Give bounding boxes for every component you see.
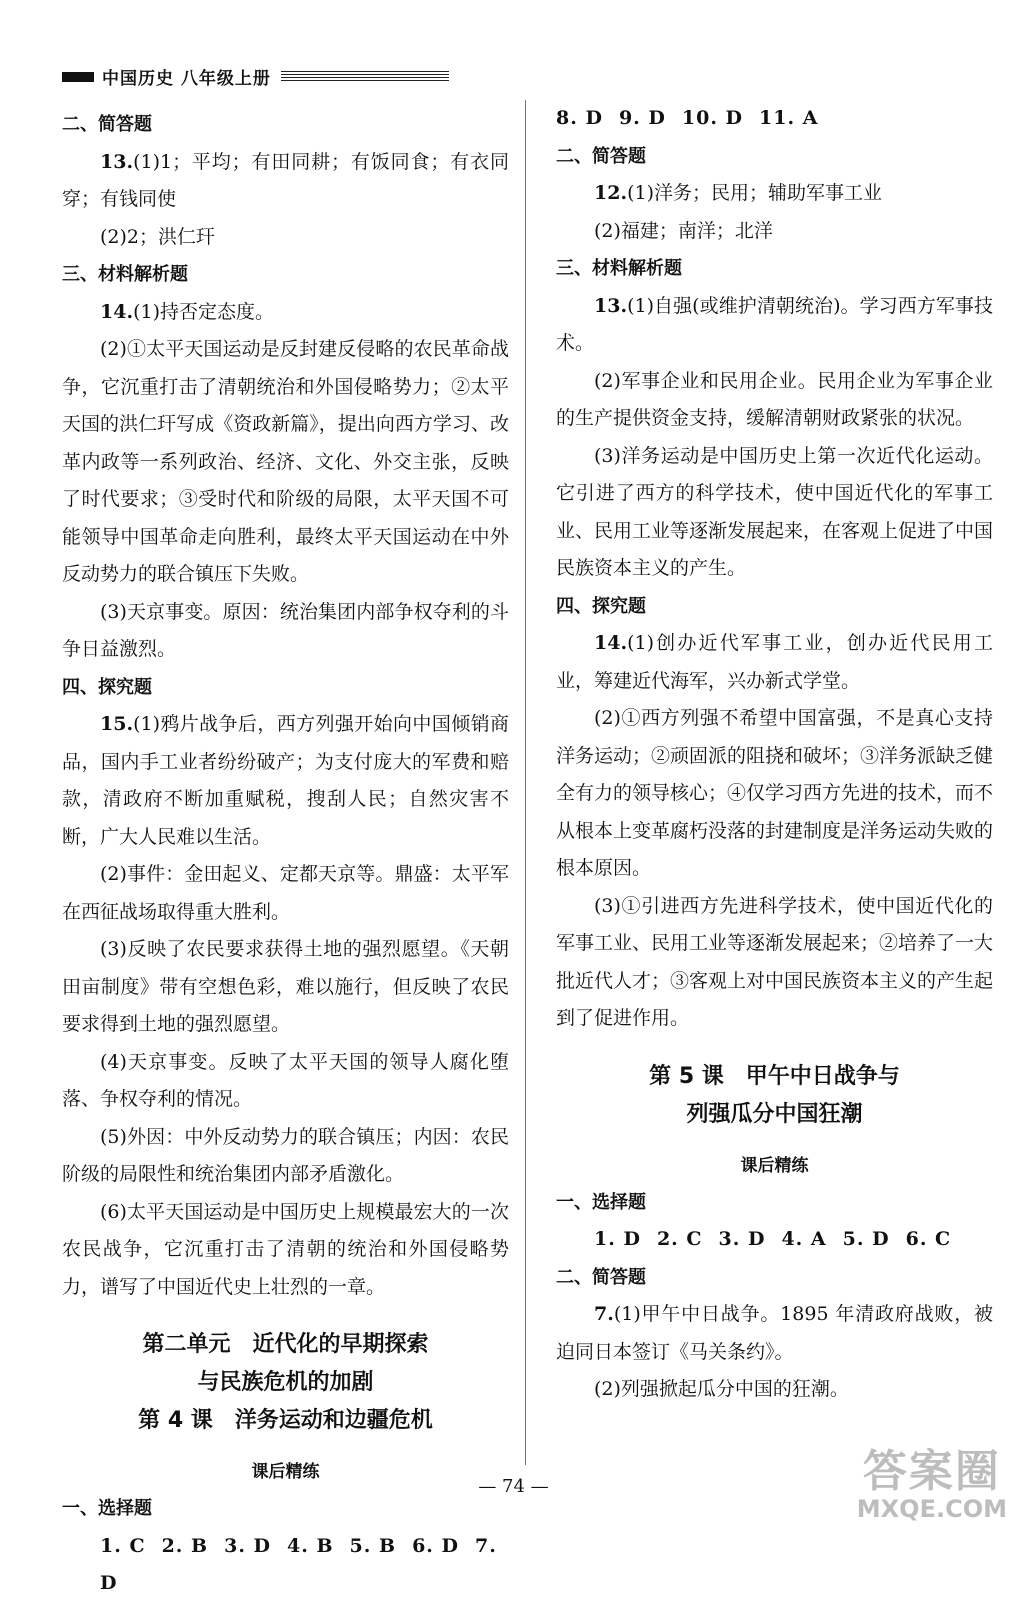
choice-answer: 3. D xyxy=(224,1534,272,1557)
answer-paragraph xyxy=(62,294,509,332)
answer-text: (1)自强(或维护清朝统治)。学习西方军事技术。 xyxy=(556,294,993,354)
answer-paragraph: (6)太平天国运动是中国历史上规模最宏大的一次农民战争，它沉重打击了清朝的统治和外国侵略势力，谱写了中国近代史上壮烈的一章。 xyxy=(62,1200,509,1298)
choice-answer: 1. C xyxy=(100,1534,146,1557)
answer-paragraph xyxy=(556,625,993,700)
watermark-text: 答案圈 xyxy=(862,1446,1001,1497)
answer-paragraph: (2)2；洪仁玕 xyxy=(100,225,216,248)
answer-paragraph: (2)列强掀起瓜分中国的狂潮。 xyxy=(594,1378,849,1400)
answer-paragraph xyxy=(556,1296,993,1371)
answer-text: (1)持否定态度。 xyxy=(133,300,274,323)
answer-paragraph: (4)天京事变。反映了太平天国的领导人腐化堕落、争权夺利的情况。 xyxy=(62,1050,509,1110)
lesson-title: 列强瓜分中国狂潮 xyxy=(686,1101,863,1127)
choice-answer: 2. B xyxy=(161,1534,209,1557)
question-number: 13. xyxy=(100,150,134,173)
choice-answer: 6. C xyxy=(905,1228,952,1250)
unit-title: 与民族危机的加剧 xyxy=(197,1370,374,1395)
answer-text: (1)创办近代军事工业，创办近代民用工业，筹建近代海军，兴办新式学堂。 xyxy=(556,632,993,692)
column-divider xyxy=(525,100,526,1465)
lesson-title: 第 4 课 洋务运动和边疆危机 xyxy=(138,1408,433,1433)
answer-text: (1)洋务；民用；辅助军事工业 xyxy=(627,182,882,204)
answer-text: (1)1；平均；有田同耕；有饭同食；有衣同穿；有钱同使 xyxy=(62,150,509,210)
section-heading: 三、材料解析题 xyxy=(62,264,188,285)
choice-answer: 10. D xyxy=(681,107,744,129)
question-number: 14. xyxy=(594,632,628,654)
choice-answer: 1. D xyxy=(594,1228,641,1250)
choice-answer: 8. D xyxy=(556,107,603,129)
watermark-url: MXQE.COM xyxy=(856,1495,1007,1523)
header-bar-decoration xyxy=(62,72,94,82)
answer-paragraph xyxy=(62,144,509,219)
answer-paragraph xyxy=(556,175,993,213)
answer-paragraph xyxy=(556,288,993,363)
choice-answer: 4. B xyxy=(287,1534,334,1557)
section-heading: 二、简答题 xyxy=(62,114,152,135)
page-number: — 74 — xyxy=(478,1476,549,1497)
practice-heading: 课后精练 xyxy=(740,1155,809,1176)
lesson-title: 第 5 课 甲午中日战争与 xyxy=(649,1063,900,1089)
section-heading: 一、选择题 xyxy=(556,1191,646,1213)
answer-paragraph: (3)天京事变。原因：统治集团内部争权夺利的斗争日益激烈。 xyxy=(62,600,509,660)
section-heading: 四、探究题 xyxy=(556,595,646,617)
answer-paragraph: (2)福建；南洋；北洋 xyxy=(594,219,773,242)
section-heading: 三、材料解析题 xyxy=(556,258,682,279)
watermark-logo xyxy=(857,1448,1007,1522)
answer-paragraph: (2)①西方列强不希望中国富强，不是真心支持洋务运动；②顽固派的阻挠和破坏；③洋务派缺乏健全有力的领导核心；④仅学习西方先进的技术，而不从根本上变革腐朽没落的封建制度是洋务运动失败的根本原因。 xyxy=(556,707,994,879)
question-number: 7. xyxy=(594,1303,614,1325)
answer-paragraph: (5)外因：中外反动势力的联合镇压；内因：农民阶级的局限性和统治集团内部矛盾激化。 xyxy=(62,1125,509,1185)
answer-paragraph: (2)事件：金田起义、定都天京等。鼎盛：太平军在西征战场取得重大胜利。 xyxy=(62,863,509,923)
section-heading: 四、探究题 xyxy=(62,676,152,698)
question-number: 14. xyxy=(100,300,134,323)
section-heading: 二、简答题 xyxy=(556,1266,646,1288)
left-column xyxy=(62,106,509,1603)
choice-answer: 3. D xyxy=(718,1228,766,1250)
answer-text: (1)鸦片战争后，西方列强开始向中国倾销商品，国内手工业者纷纷破产；为支付庞大的军费和赔款，清政府不断加重赋税，搜刮人民；自然灾害不断，广大人民难以生活。 xyxy=(62,713,509,848)
choice-answer: 5. B xyxy=(349,1534,397,1557)
choice-answer: 2. C xyxy=(656,1228,703,1250)
answer-paragraph: (3)反映了农民要求获得土地的强烈愿望。《天朝田亩制度》带有空想色彩，难以施行，但反映了农民要求得到土地的强烈愿望。 xyxy=(62,938,509,1035)
answer-paragraph: (3)①引进西方先进科学技术，使中国近代化的军事工业、民用工业等逐渐发展起来；②培养了一大批近代人才；③客观上对中国民族资本主义的产生起到了促进作用。 xyxy=(556,894,994,1029)
practice-heading: 课后精练 xyxy=(251,1462,320,1482)
answer-paragraph: (3)洋务运动是中国历史上第一次近代化运动。它引进了西方的科学技术，使中国近代化的军事工业、民用工业等逐渐发展起来，在客观上促进了中国民族资本主义的产生。 xyxy=(556,444,994,579)
answer-text: (1)甲午中日战争。1895 年清政府战败，被迫同日本签订《马关条约》。 xyxy=(556,1303,993,1363)
choice-answers xyxy=(62,1528,509,1603)
answer-paragraph: (2)军事企业和民用企业。民用企业为军事企业的生产提供资金支持，缓解清朝财政紧张的状况。 xyxy=(556,369,993,429)
choice-answers xyxy=(556,100,993,138)
question-number: 12. xyxy=(594,182,628,204)
choice-answer: 7. D xyxy=(100,1534,497,1594)
section-heading: 二、简答题 xyxy=(556,145,646,167)
header-title: 中国历史 八年级上册 xyxy=(102,69,271,89)
choice-answer: 4. A xyxy=(781,1228,827,1250)
choice-answers xyxy=(556,1221,993,1259)
answer-paragraph xyxy=(62,706,509,856)
choice-answer: 6. D xyxy=(412,1534,459,1557)
answer-paragraph: (2)①太平天国运动是反封建反侵略的农民革命战争，它沉重打击了清朝统治和外国侵略势力；②太平天国的洪仁玕写成《资政新篇》，提出向西方学习、改革内政等一系列政治、经济、文化、外交主张，反映了时代要求；③受时代和阶级的局限，太平天国不可能领导中国革命走向胜利，最终太平天国运动在中外反动势力的联合镇压下失败。 xyxy=(62,338,509,585)
running-header xyxy=(62,64,449,89)
right-column xyxy=(556,100,993,1409)
choice-answer: 9. D xyxy=(618,107,666,129)
header-stripes-decoration xyxy=(281,71,449,83)
choice-answer: 5. D xyxy=(842,1228,890,1250)
question-number: 13. xyxy=(594,294,628,317)
choice-answer: 11. A xyxy=(759,107,819,129)
section-heading: 一、选择题 xyxy=(62,1498,152,1519)
unit-title: 第二单元 近代化的早期探索 xyxy=(142,1332,429,1357)
question-number: 15. xyxy=(100,713,134,735)
